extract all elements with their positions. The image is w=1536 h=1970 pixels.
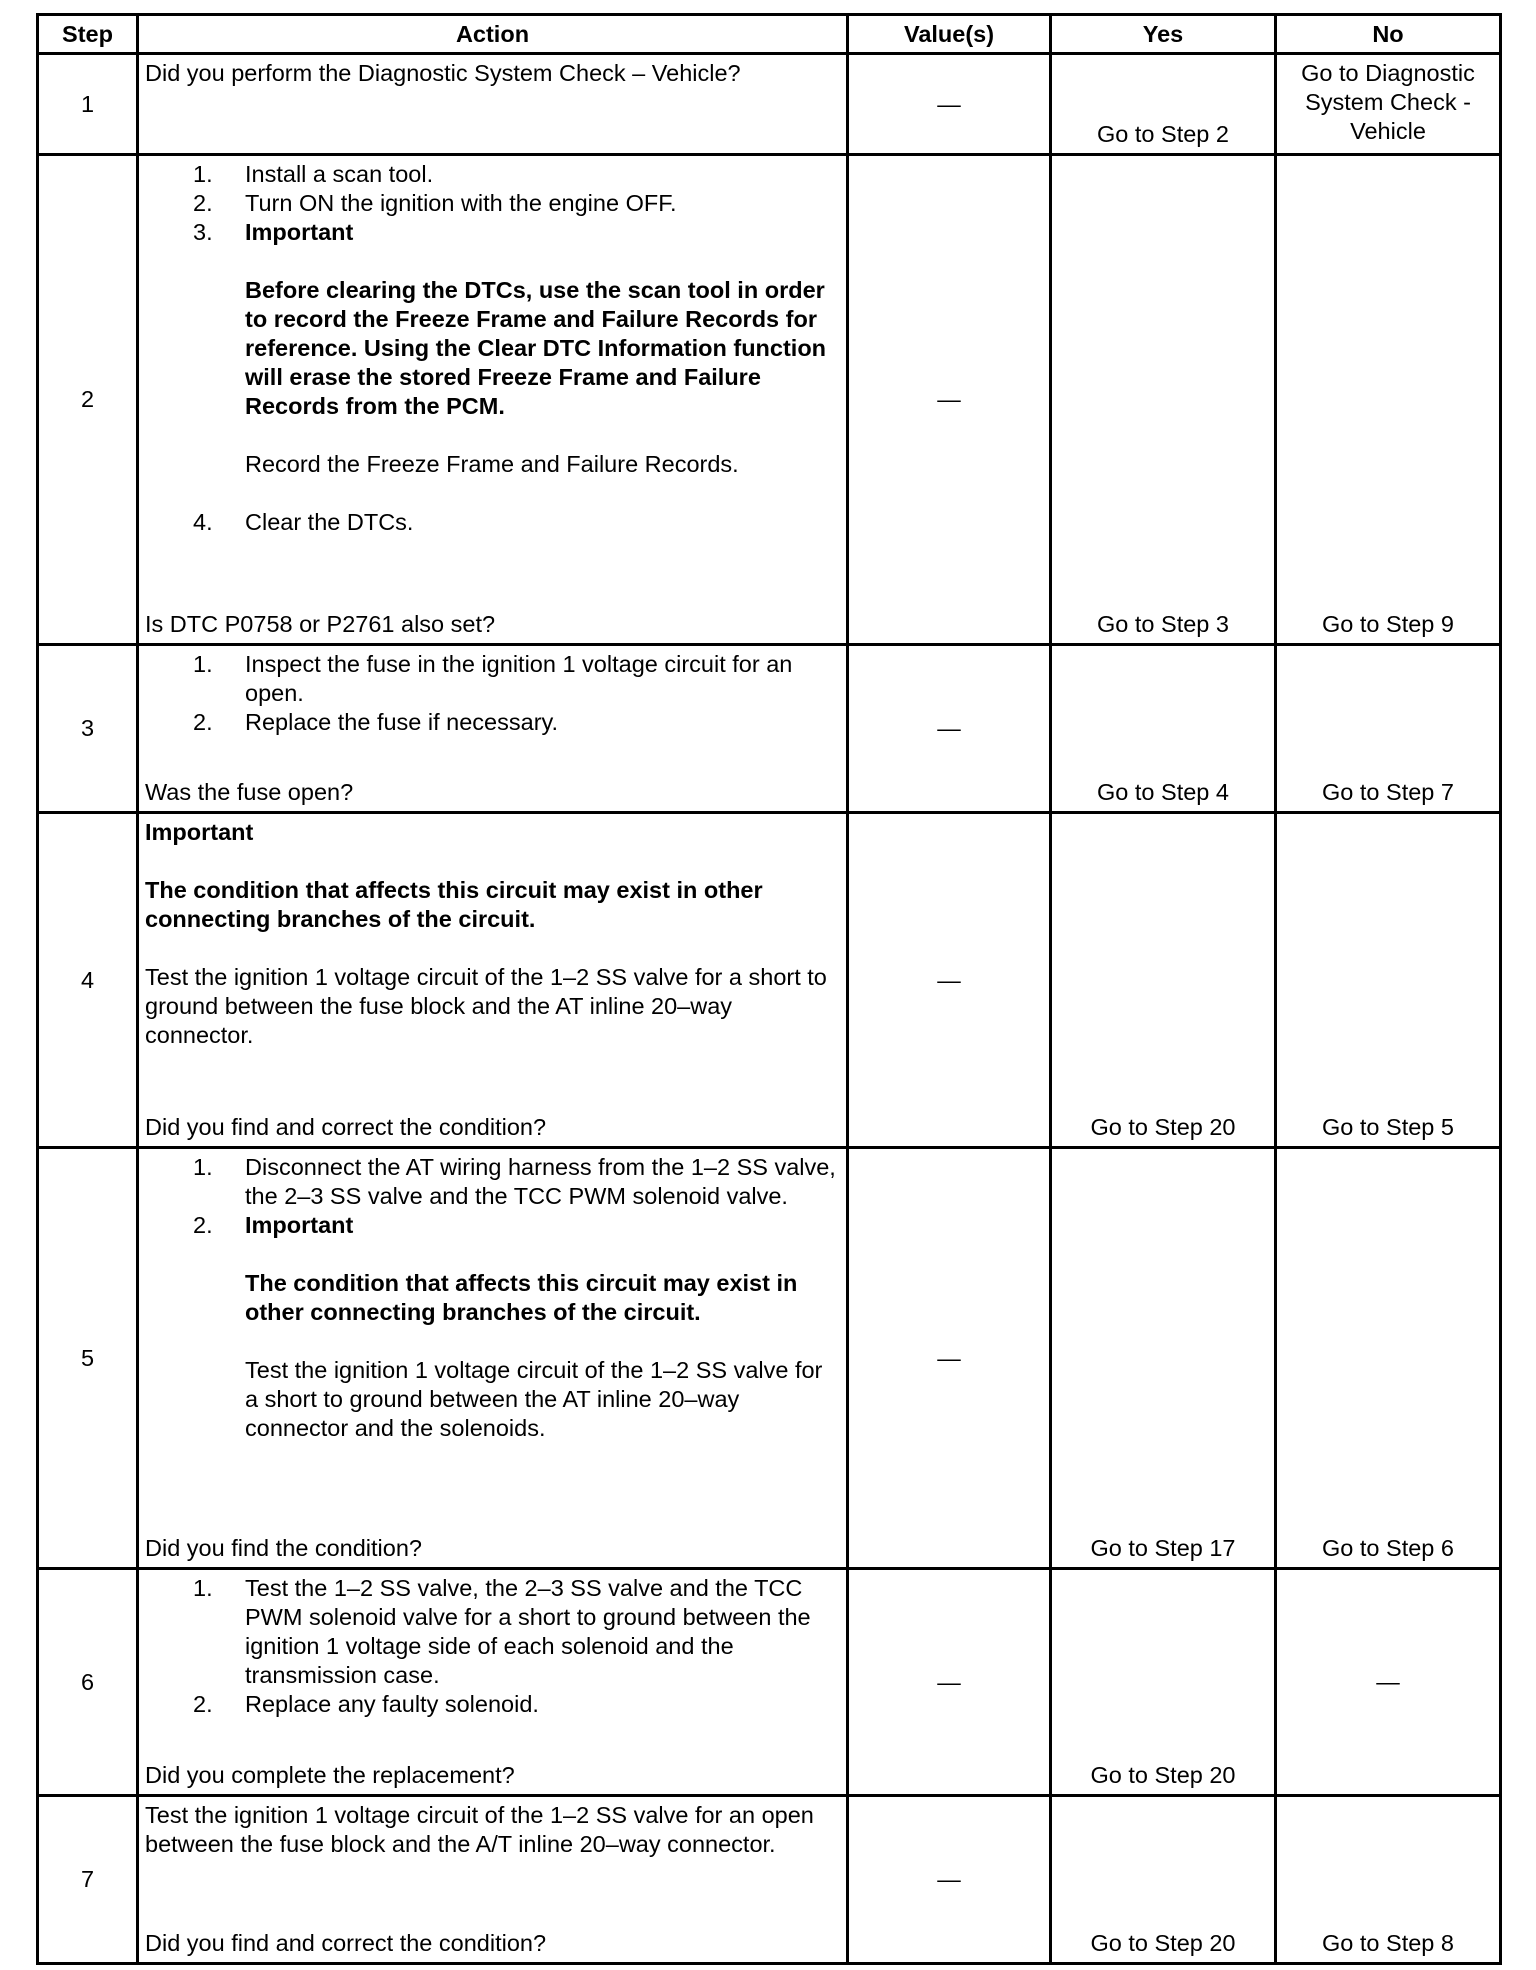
action-question: Did you find the condition? <box>145 1535 422 1561</box>
instruction-text: Test the ignition 1 voltage circuit of the 1–2 SS valve for a short to ground between the fuse block and the AT inline 20–way connector. <box>145 964 827 1048</box>
value-cell: — <box>848 54 1051 155</box>
important-note: The condition that affects this circuit may exist in other connecting branches of the circuit. <box>245 1270 798 1325</box>
yes-link[interactable]: Go to Step 20 <box>1090 1930 1236 1956</box>
yes-cell <box>1051 813 1276 1148</box>
important-heading: Important <box>245 219 354 245</box>
header-row <box>38 15 1501 54</box>
table-row <box>38 813 1501 1148</box>
table-row <box>38 155 1501 645</box>
table-row <box>38 645 1501 813</box>
yes-link[interactable]: Go to Step 17 <box>1090 1535 1236 1561</box>
no-cell <box>1276 1569 1501 1796</box>
list-item: 2. Replace any faulty solenoid. <box>193 1691 539 1717</box>
header-values: Value(s) <box>848 15 1051 54</box>
action-cell <box>138 54 848 155</box>
action-cell <box>138 645 848 813</box>
value-cell: — <box>848 645 1051 813</box>
action-question: Did you perform the Diagnostic System Check – Vehicle? <box>145 60 741 86</box>
yes-cell <box>1051 1148 1276 1569</box>
action-question: Did you find and correct the condition? <box>145 1114 547 1140</box>
no-cell <box>1276 54 1501 155</box>
yes-link[interactable]: Go to Step 20 <box>1090 1762 1236 1788</box>
important-note: The condition that affects this circuit may exist in other connecting branches of the circuit. <box>145 877 763 932</box>
list-item: 1. Install a scan tool. <box>193 161 434 187</box>
value-cell: — <box>848 1569 1051 1796</box>
no-link[interactable]: Go to Step 9 <box>1322 611 1454 637</box>
list-item: 3. Important Before clearing the DTCs, use the scan tool in order to record the Freeze Frame and Failure Records for reference. Using the Clear DTC Information function will erase the stored Freeze Frame and Failure Records from the PCM. Record the Freeze Frame and Failure Records. <box>145 218 840 508</box>
value-cell: — <box>848 155 1051 645</box>
list-item: 2. Important The condition that affects this circuit may exist in other connecting branches of the circuit. Test the ignition 1 voltage circuit of the 1–2 SS valve for a short to ground between the AT inline 20–way connector and the solenoids. <box>145 1211 840 1443</box>
action-question: Did you complete the replacement? <box>145 1762 515 1788</box>
table-row <box>38 1569 1501 1796</box>
step-number: 1 <box>38 54 138 155</box>
list-item: 2. Replace the fuse if necessary. <box>193 709 559 735</box>
table-row <box>38 54 1501 155</box>
yes-cell <box>1051 155 1276 645</box>
yes-cell <box>1051 1569 1276 1796</box>
important-heading: Important <box>245 1212 354 1238</box>
action-cell <box>138 813 848 1148</box>
step-number: 7 <box>38 1796 138 1964</box>
table-row <box>38 1796 1501 1964</box>
no-link[interactable]: Go to Step 7 <box>1322 779 1454 805</box>
step-number: 2 <box>38 155 138 645</box>
list-item: 1. Disconnect the AT wiring harness from the 1–2 SS valve, the 2–3 SS valve and the TCC PWM solenoid valve. <box>193 1154 836 1209</box>
header-step: Step <box>38 15 138 54</box>
header-no: No <box>1276 15 1501 54</box>
step-number: 5 <box>38 1148 138 1569</box>
yes-cell <box>1051 645 1276 813</box>
instruction-text: Test the ignition 1 voltage circuit of the 1–2 SS valve for an open between the fuse block and the A/T inline 20–way connector. <box>145 1802 814 1857</box>
action-steps <box>145 1574 840 1719</box>
yes-cell <box>1051 1796 1276 1964</box>
instruction-text: Record the Freeze Frame and Failure Records. <box>245 451 739 477</box>
step-number: 4 <box>38 813 138 1148</box>
no-link[interactable]: Go to Step 6 <box>1322 1535 1454 1561</box>
value-cell: — <box>848 813 1051 1148</box>
list-item: 2. Turn ON the ignition with the engine OFF. <box>193 190 677 216</box>
no-link[interactable]: Go to Diagnostic System Check - Vehicle <box>1301 60 1475 144</box>
action-question: Is DTC P0758 or P2761 also set? <box>145 611 496 637</box>
important-note: Before clearing the DTCs, use the scan tool in order to record the Freeze Frame and Failure Records for reference. Using the Clear DTC Information function will erase the stored Freeze Frame and Failure Records from the PCM. <box>245 277 827 419</box>
list-item: 1. Test the 1–2 SS valve, the 2–3 SS valve and the TCC PWM solenoid valve for a short to ground between the ignition 1 voltage side of each solenoid and the transmission case. <box>193 1575 811 1688</box>
header-yes: Yes <box>1051 15 1276 54</box>
yes-link[interactable]: Go to Step 2 <box>1097 121 1229 147</box>
important-heading: Important <box>145 819 254 845</box>
yes-link[interactable]: Go to Step 3 <box>1097 611 1229 637</box>
header-action: Action <box>138 15 848 54</box>
list-item: 4. Clear the DTCs. <box>193 509 414 535</box>
value-cell: — <box>848 1796 1051 1964</box>
action-steps <box>145 1153 840 1443</box>
action-steps <box>145 160 840 537</box>
no-cell <box>1276 155 1501 645</box>
action-cell <box>138 1796 848 1964</box>
action-question: Was the fuse open? <box>145 779 354 805</box>
instruction-text: Test the ignition 1 voltage circuit of the 1–2 SS valve for a short to ground between the AT inline 20–way connector and the solenoids. <box>245 1357 823 1441</box>
list-item: 1. Inspect the fuse in the ignition 1 voltage circuit for an open. <box>193 651 793 706</box>
diagnostic-table <box>36 13 1502 1965</box>
no-link[interactable]: Go to Step 8 <box>1322 1930 1454 1956</box>
no-value: — <box>1376 1668 1400 1695</box>
step-number: 6 <box>38 1569 138 1796</box>
yes-link[interactable]: Go to Step 4 <box>1097 779 1229 805</box>
action-cell <box>138 1569 848 1796</box>
step-number: 3 <box>38 645 138 813</box>
no-cell <box>1276 1796 1501 1964</box>
action-cell <box>138 1148 848 1569</box>
no-cell <box>1276 1148 1501 1569</box>
action-cell <box>138 155 848 645</box>
yes-cell <box>1051 54 1276 155</box>
action-steps <box>145 650 840 737</box>
value-cell: — <box>848 1148 1051 1569</box>
yes-link[interactable]: Go to Step 20 <box>1090 1114 1236 1140</box>
no-cell <box>1276 813 1501 1148</box>
no-cell <box>1276 645 1501 813</box>
no-link[interactable]: Go to Step 5 <box>1322 1114 1454 1140</box>
action-question: Did you find and correct the condition? <box>145 1930 547 1956</box>
table-row <box>38 1148 1501 1569</box>
